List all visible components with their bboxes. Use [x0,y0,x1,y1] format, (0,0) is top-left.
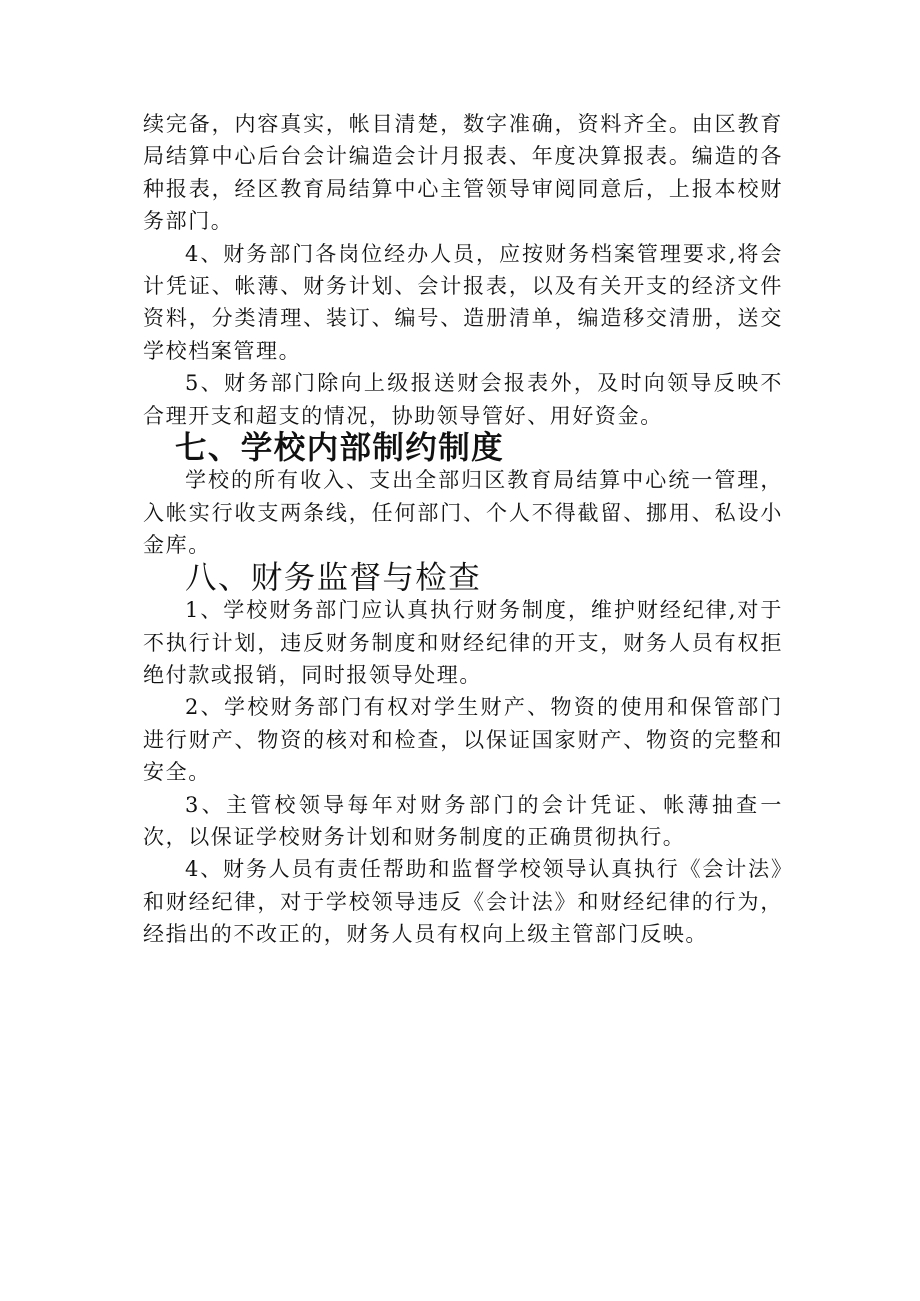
section-7-heading: 七、学校内部制约制度 [175,430,505,467]
paragraph-item-4-archives: 4、财务部门各岗位经办人员，应按财务档案管理要求,将会计凭证、帐薄、财务计划、会计报表，以及有关开支的经济文件资料，分类清理、装订、编号、造册清单，编造移交清册，送交学校档案管理。 [143,241,783,363]
section-8-item-3: 3、主管校领导每年对财务部门的会计凭证、帐薄抽查一次，以保证学校财务计划和财务制度的正确贯彻执行。 [143,792,783,849]
section-8-heading: 八、财务监督与检查 [185,559,482,596]
paragraph-item-5-reporting: 5、财务部门除向上级报送财会报表外，及时向领导反映不合理开支和超支的情况，协助领导管好、用好资金。 [143,371,783,428]
section-8-item-4: 4、财务人员有责任帮助和监督学校领导认真执行《会计法》和财经纪律，对于学校领导违反《会计法》和财经纪律的行为，经指出的不改正的，财务人员有权向上级主管部门反映。 [143,857,783,947]
section-8-item-2: 2、学校财务部门有权对学生财产、物资的使用和保管部门进行财产、物资的核对和检查，以保证国家财产、物资的完整和安全。 [143,695,783,785]
document-page [143,108,783,951]
section-7-body: 学校的所有收入、支出全部归区教育局结算中心统一管理，入帐实行收支两条线，任何部门、个人不得截留、挪用、私设小金库。 [143,468,783,558]
paragraph-continuation: 续完备，内容真实，帐目清楚，数字准确，资料齐全。由区教育局结算中心后台会计编造会计月报表、年度决算报表。编造的各种报表，经区教育局结算中心主管领导审阅同意后，上报本校财务部门。 [143,112,783,234]
section-8-item-1: 1、学校财务部门应认真执行财务制度，维护财经纪律,对于不执行计划，违反财务制度和财经纪律的开支，财务人员有权拒绝付款或报销，同时报领导处理。 [143,598,783,687]
